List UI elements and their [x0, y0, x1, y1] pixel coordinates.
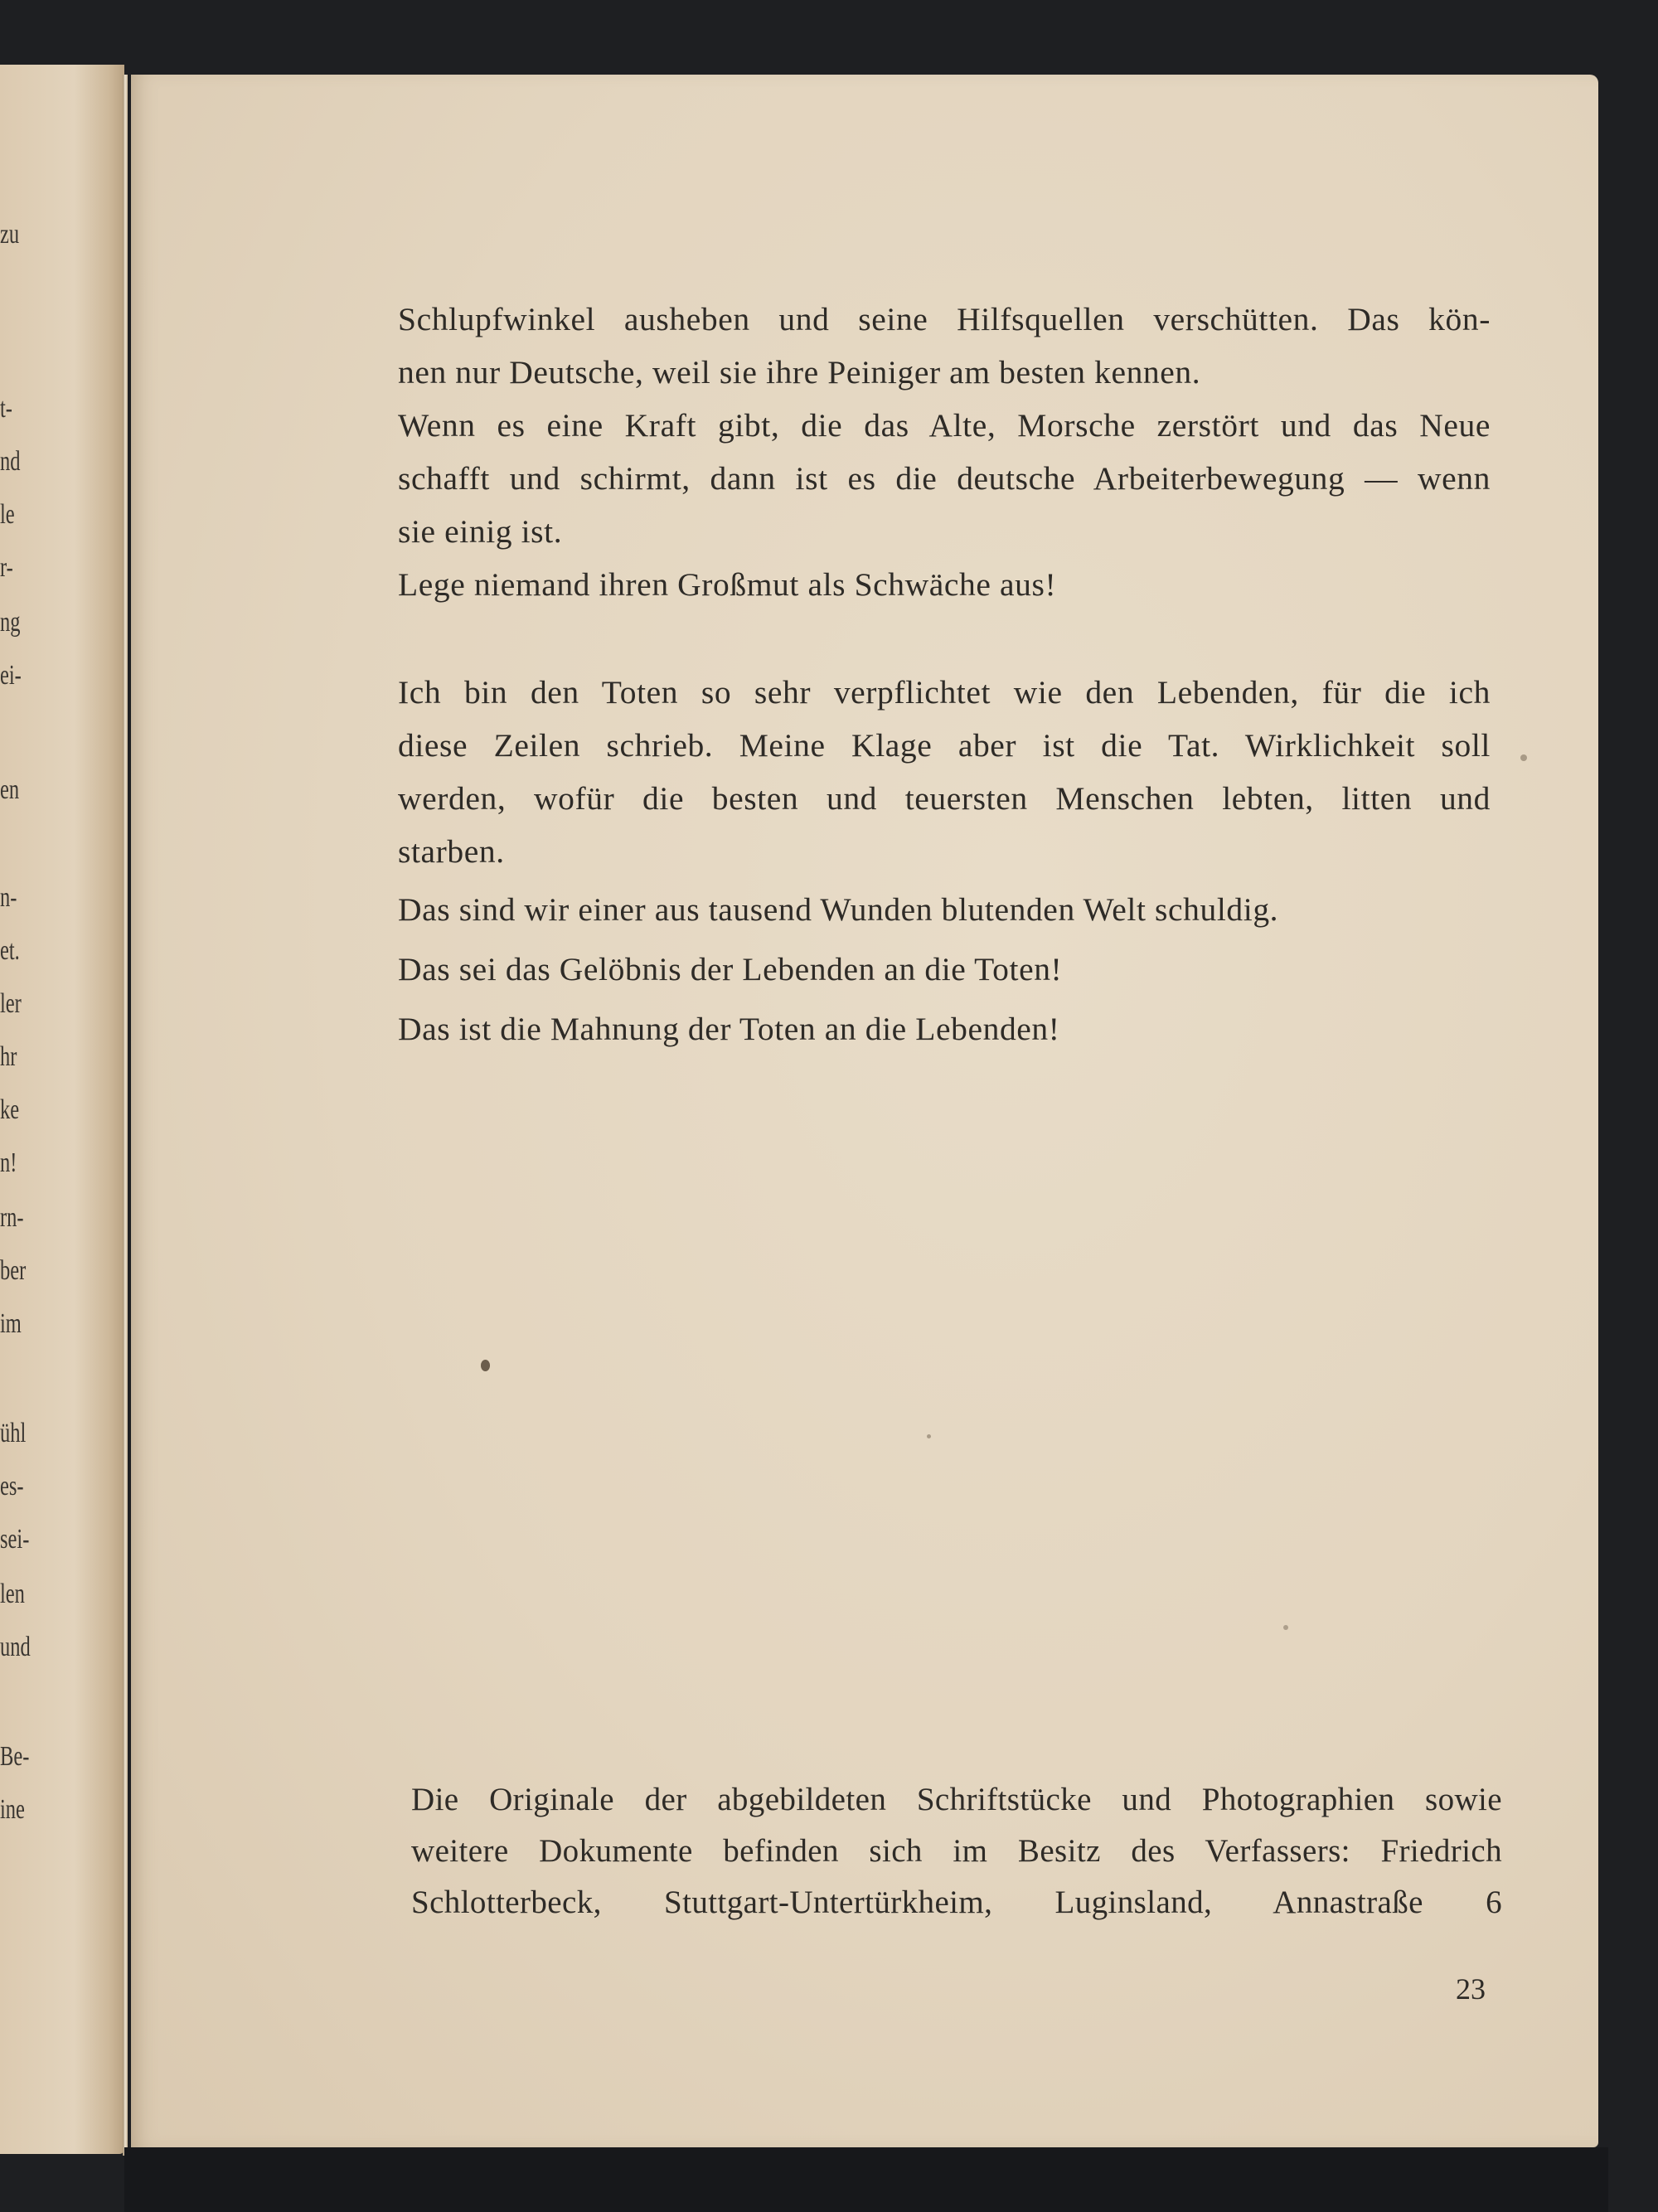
paper-speck [481, 1360, 490, 1371]
left-page-fragment: ber [0, 1255, 27, 1286]
left-page-fragment: rn- [0, 1202, 24, 1233]
body-line: nen nur Deutsche, weil sie ihre Peiniger am besten kennen. [398, 354, 1201, 390]
left-page-fragment: ng [0, 607, 21, 638]
body-line: Das ist die Mahnung der Toten an die Lebenden! [398, 1011, 1060, 1047]
left-page-fragment: nd [0, 446, 21, 477]
page-gutter [123, 75, 128, 2156]
body-line: Das sei das Gelöbnis der Lebenden an die Toten! [398, 951, 1063, 987]
body-line: Schlupfwinkel ausheben und seine Hilfsquellen verschütten. Das kön- [398, 301, 1491, 337]
left-page-fragment: ler [0, 988, 22, 1019]
background-table [124, 2147, 1608, 2212]
paper-speck [1520, 754, 1527, 761]
left-page-fragment: et. [0, 935, 20, 966]
left-page-fragment: ei- [0, 660, 22, 691]
body-line: schafft und schirmt, dann ist es die deutsche Arbeiterbewegung — wenn [398, 460, 1491, 497]
body-line: diese Zeilen schrieb. Meine Klage aber ist die Tat. Wirklichkeit soll [398, 727, 1491, 764]
left-page-fragment: le [0, 499, 15, 530]
left-page-fragment: zu [0, 219, 20, 250]
left-page-fragment: im [0, 1308, 22, 1339]
left-page-fragment: hr [0, 1041, 17, 1072]
left-page-fragment: es- [0, 1471, 24, 1501]
left-page-fragment: sei- [0, 1524, 30, 1555]
right-page [131, 75, 1598, 2147]
left-page-fragment: len [0, 1579, 25, 1609]
left-page-fragment: n- [0, 882, 17, 913]
body-line: werden, wofür die besten und teuersten Menschen lebten, litten und [398, 780, 1491, 817]
left-page-fragment: n! [0, 1147, 17, 1178]
left-page-fragment: r- [0, 552, 13, 583]
body-line: starben. [398, 833, 505, 870]
left-page-fragment: ine [0, 1794, 25, 1825]
left-page-fragment: Be- [0, 1741, 30, 1772]
body-line: Wenn es eine Kraft gibt, die das Alte, Morsche zerstört und das Neue [398, 407, 1491, 444]
left-page-fragment: ke [0, 1094, 20, 1125]
paper-speck [927, 1434, 931, 1438]
body-line: Lege niemand ihren Großmut als Schwäche aus! [398, 566, 1057, 603]
body-line: Das sind wir einer aus tausend Wunden blutenden Welt schuldig. [398, 891, 1279, 928]
left-page-fragment: und [0, 1632, 31, 1662]
footnote-line: Schlotterbeck, Stuttgart-Untertürkheim, Luginsland, Annastraße 6 [411, 1885, 1502, 1920]
left-page-fragment: ühl [0, 1418, 27, 1448]
page-number: 23 [1456, 1972, 1486, 2006]
body-line: Ich bin den Toten so sehr verpflichtet wie den Lebenden, für die ich [398, 674, 1491, 711]
left-page-fragment: en [0, 774, 20, 805]
footnote-line: Die Originale der abgebildeten Schriftstücke und Photographien sowie [411, 1782, 1502, 1817]
left-page [0, 65, 124, 2154]
footnote-line: weitere Dokumente befinden sich im Besitz des Verfassers: Friedrich [411, 1833, 1502, 1869]
body-line: sie einig ist. [398, 513, 563, 550]
paper-speck [1283, 1625, 1288, 1630]
left-page-fragment: t- [0, 393, 12, 424]
